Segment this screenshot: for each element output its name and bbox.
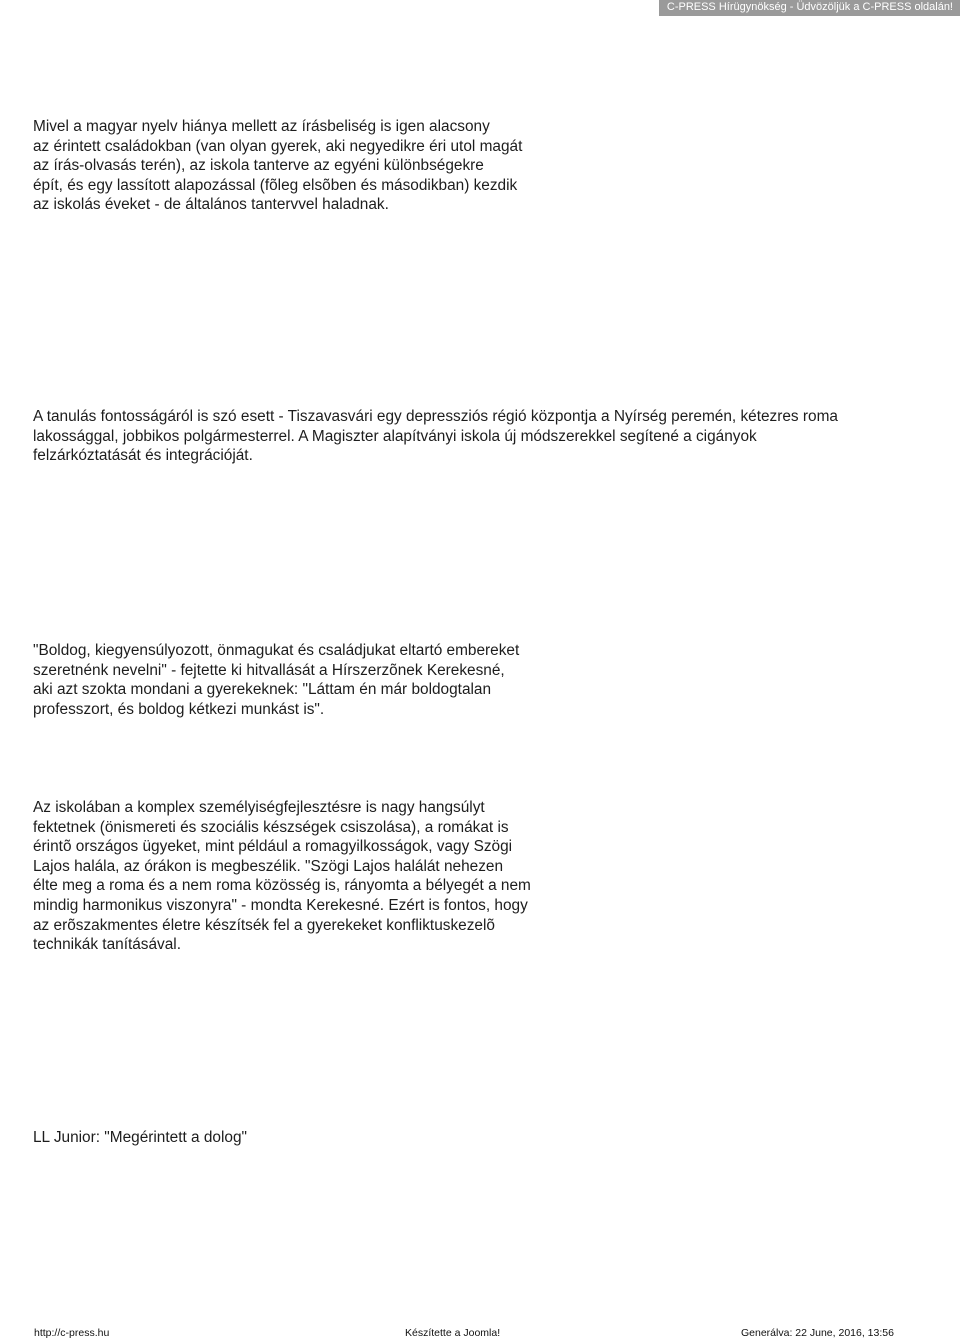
- paragraph-line: fektetnek (önismereti és szociális készségek csiszolása), a romákat is: [33, 818, 509, 836]
- paragraph-line: az érintett családokban (van olyan gyerek, aki negyedikre éri utol magát: [33, 137, 523, 155]
- footer-generated-date: Generálva: 22 June, 2016, 13:56: [741, 1327, 894, 1339]
- paragraph-line: szeretnénk nevelni" - fejtette ki hitvallását a Hírszerzõnek Kerekesné,: [33, 661, 505, 679]
- paragraph-line: az erõszakmentes életre készítsék fel a gyerekeket konfliktuskezelõ: [33, 916, 495, 934]
- paragraph-line: érintõ országos ügyeket, mint például a romagyilkosságok, vagy Szögi: [33, 838, 513, 856]
- article-paragraph-4: [33, 798, 593, 955]
- footer-site-url[interactable]: http://c-press.hu: [34, 1327, 110, 1339]
- article-paragraph-5: LL Junior: "Megérintett a dolog": [33, 1129, 247, 1146]
- paragraph-line: "Boldog, kiegyensúlyozott, önmagukat és családjukat eltartó embereket: [33, 642, 520, 659]
- page-header-title: C-PRESS Hírügynökség - Üdvözöljük a C-PRESS oldalán!: [659, 0, 960, 16]
- article-paragraph-1: [33, 117, 593, 215]
- paragraph-line: Lajos halála, az órákon is megbeszélik. "Szögi Lajos halálát nehezen: [33, 857, 504, 875]
- paragraph-line: az írás-olvasás terén), az iskola tanterve az egyéni különbségekre: [33, 157, 484, 175]
- paragraph-line: professzort, és boldog kétkezi munkást is".: [33, 700, 325, 718]
- paragraph-line: mindig harmonikus viszonyra" - mondta Kerekesné. Ezért is fontos, hogy: [33, 896, 528, 914]
- paragraph-line: A tanulás fontosságáról is szó esett - Tiszavasvári egy depressziós régió központja a Nyírség peremén, kétezres roma: [33, 408, 838, 425]
- footer-credit: Készítette a Joomla!: [405, 1327, 501, 1339]
- paragraph-line: aki azt szokta mondani a gyerekeknek: "Láttam én már boldogtalan: [33, 681, 492, 699]
- paragraph-line: élte meg a roma és a nem roma közösség is, rányomta a bélyegét a nem: [33, 877, 531, 895]
- article-paragraph-2: [33, 407, 933, 466]
- paragraph-line: felzárkóztatását és integrációját.: [33, 447, 253, 465]
- page-footer: [0, 1327, 960, 1341]
- article-paragraph-3: [33, 641, 593, 719]
- paragraph-line: lakossággal, jobbikos polgármesterrel. A Magiszter alapítványi iskola új módszerekkel segítené a cigányok: [33, 427, 757, 445]
- paragraph-line: technikák tanításával.: [33, 936, 182, 954]
- paragraph-line: az iskolás éveket - de általános tantervvel haladnak.: [33, 196, 389, 214]
- paragraph-line: épít, és egy lassított alapozással (fõleg elsõben és másodikban) kezdik: [33, 176, 518, 194]
- paragraph-line: Az iskolában a komplex személyiségfejlesztésre is nagy hangsúlyt: [33, 799, 485, 816]
- paragraph-line: Mivel a magyar nyelv hiánya mellett az írásbeliség is igen alacsony: [33, 118, 490, 135]
